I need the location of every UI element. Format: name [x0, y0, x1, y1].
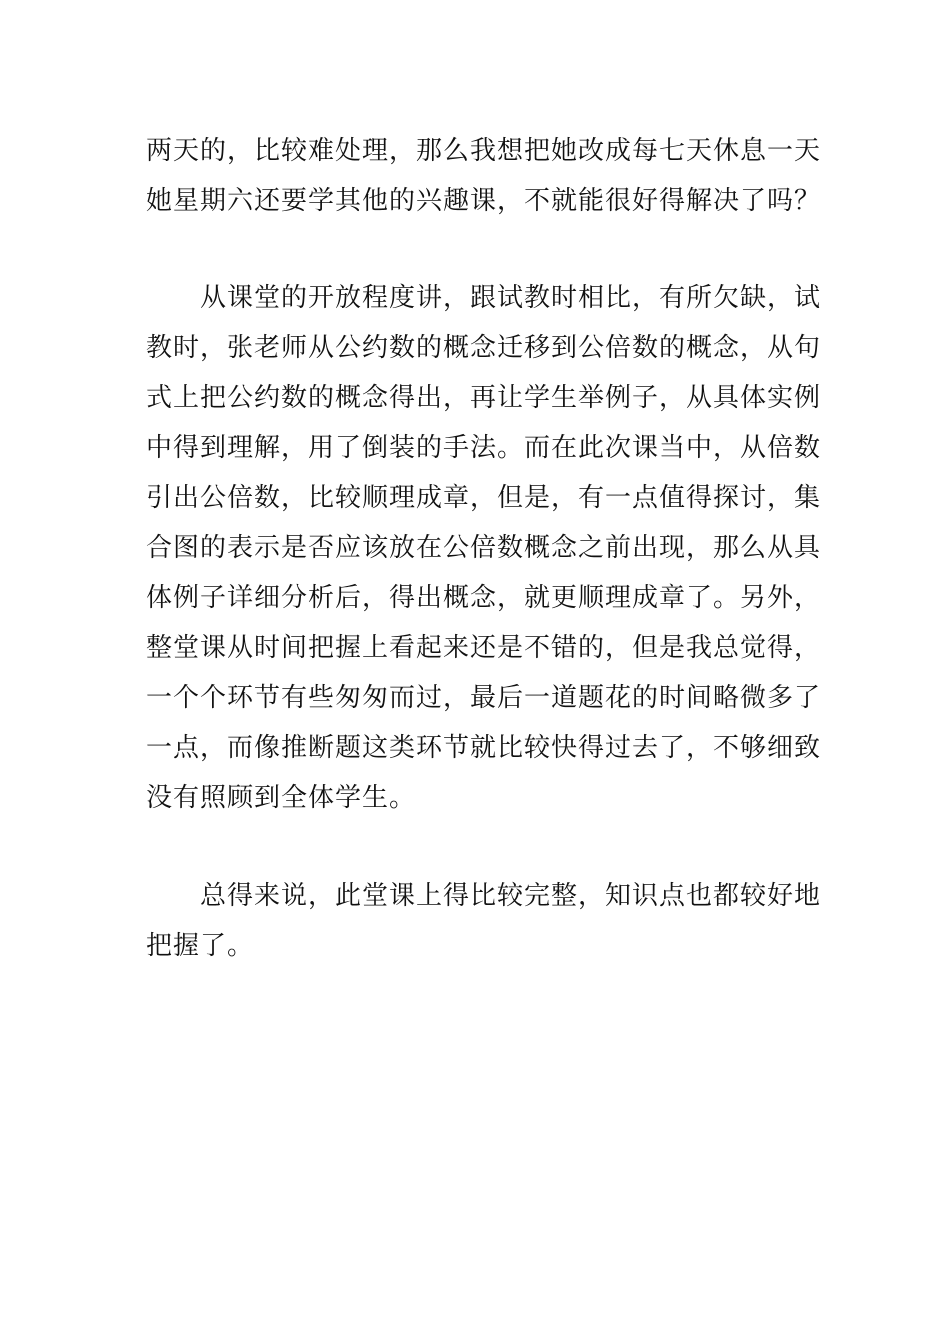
paragraph-classroom-openness [146, 273, 822, 823]
text-line: 中得到理解，用了倒装的手法。而在此次课当中，从倍数 [146, 433, 822, 463]
text-line: 从课堂的开放程度讲，跟试教时相比，有所欠缺，试 [146, 283, 822, 313]
text-line: 式上把公约数的概念得出，再让学生举例子，从具体实例 [146, 383, 822, 413]
text-line: 整堂课从时间把握上看起来还是不错的，但是我总觉得， [146, 633, 822, 663]
text-line: 两天的，比较难处理，那么我想把她改成每七天休息一天 [146, 136, 822, 166]
text-line: 没有照顾到全体学生。 [146, 783, 417, 813]
paragraph-continuation [146, 126, 822, 226]
text-line: 引出公倍数，比较顺理成章，但是，有一点值得探讨，集 [146, 483, 822, 513]
paragraph-summary [146, 871, 822, 971]
text-line: 合图的表示是否应该放在公倍数概念之前出现，那么从具 [146, 533, 822, 563]
text-line: 总得来说，此堂课上得比较完整，知识点也都较好地 [146, 881, 822, 911]
text-line: 教时，张老师从公约数的概念迁移到公倍数的概念，从句 [146, 333, 822, 363]
text-line: 她星期六还要学其他的兴趣课，不就能很好得解决了吗？ [146, 186, 822, 216]
text-line: 一点，而像推断题这类环节就比较快得过去了，不够细致 [146, 733, 822, 763]
text-line: 一个个环节有些匆匆而过，最后一道题花的时间略微多了 [146, 683, 822, 713]
text-line: 体例子详细分析后，得出概念，就更顺理成章了。另外， [146, 583, 822, 613]
text-line: 把握了。 [146, 931, 255, 961]
